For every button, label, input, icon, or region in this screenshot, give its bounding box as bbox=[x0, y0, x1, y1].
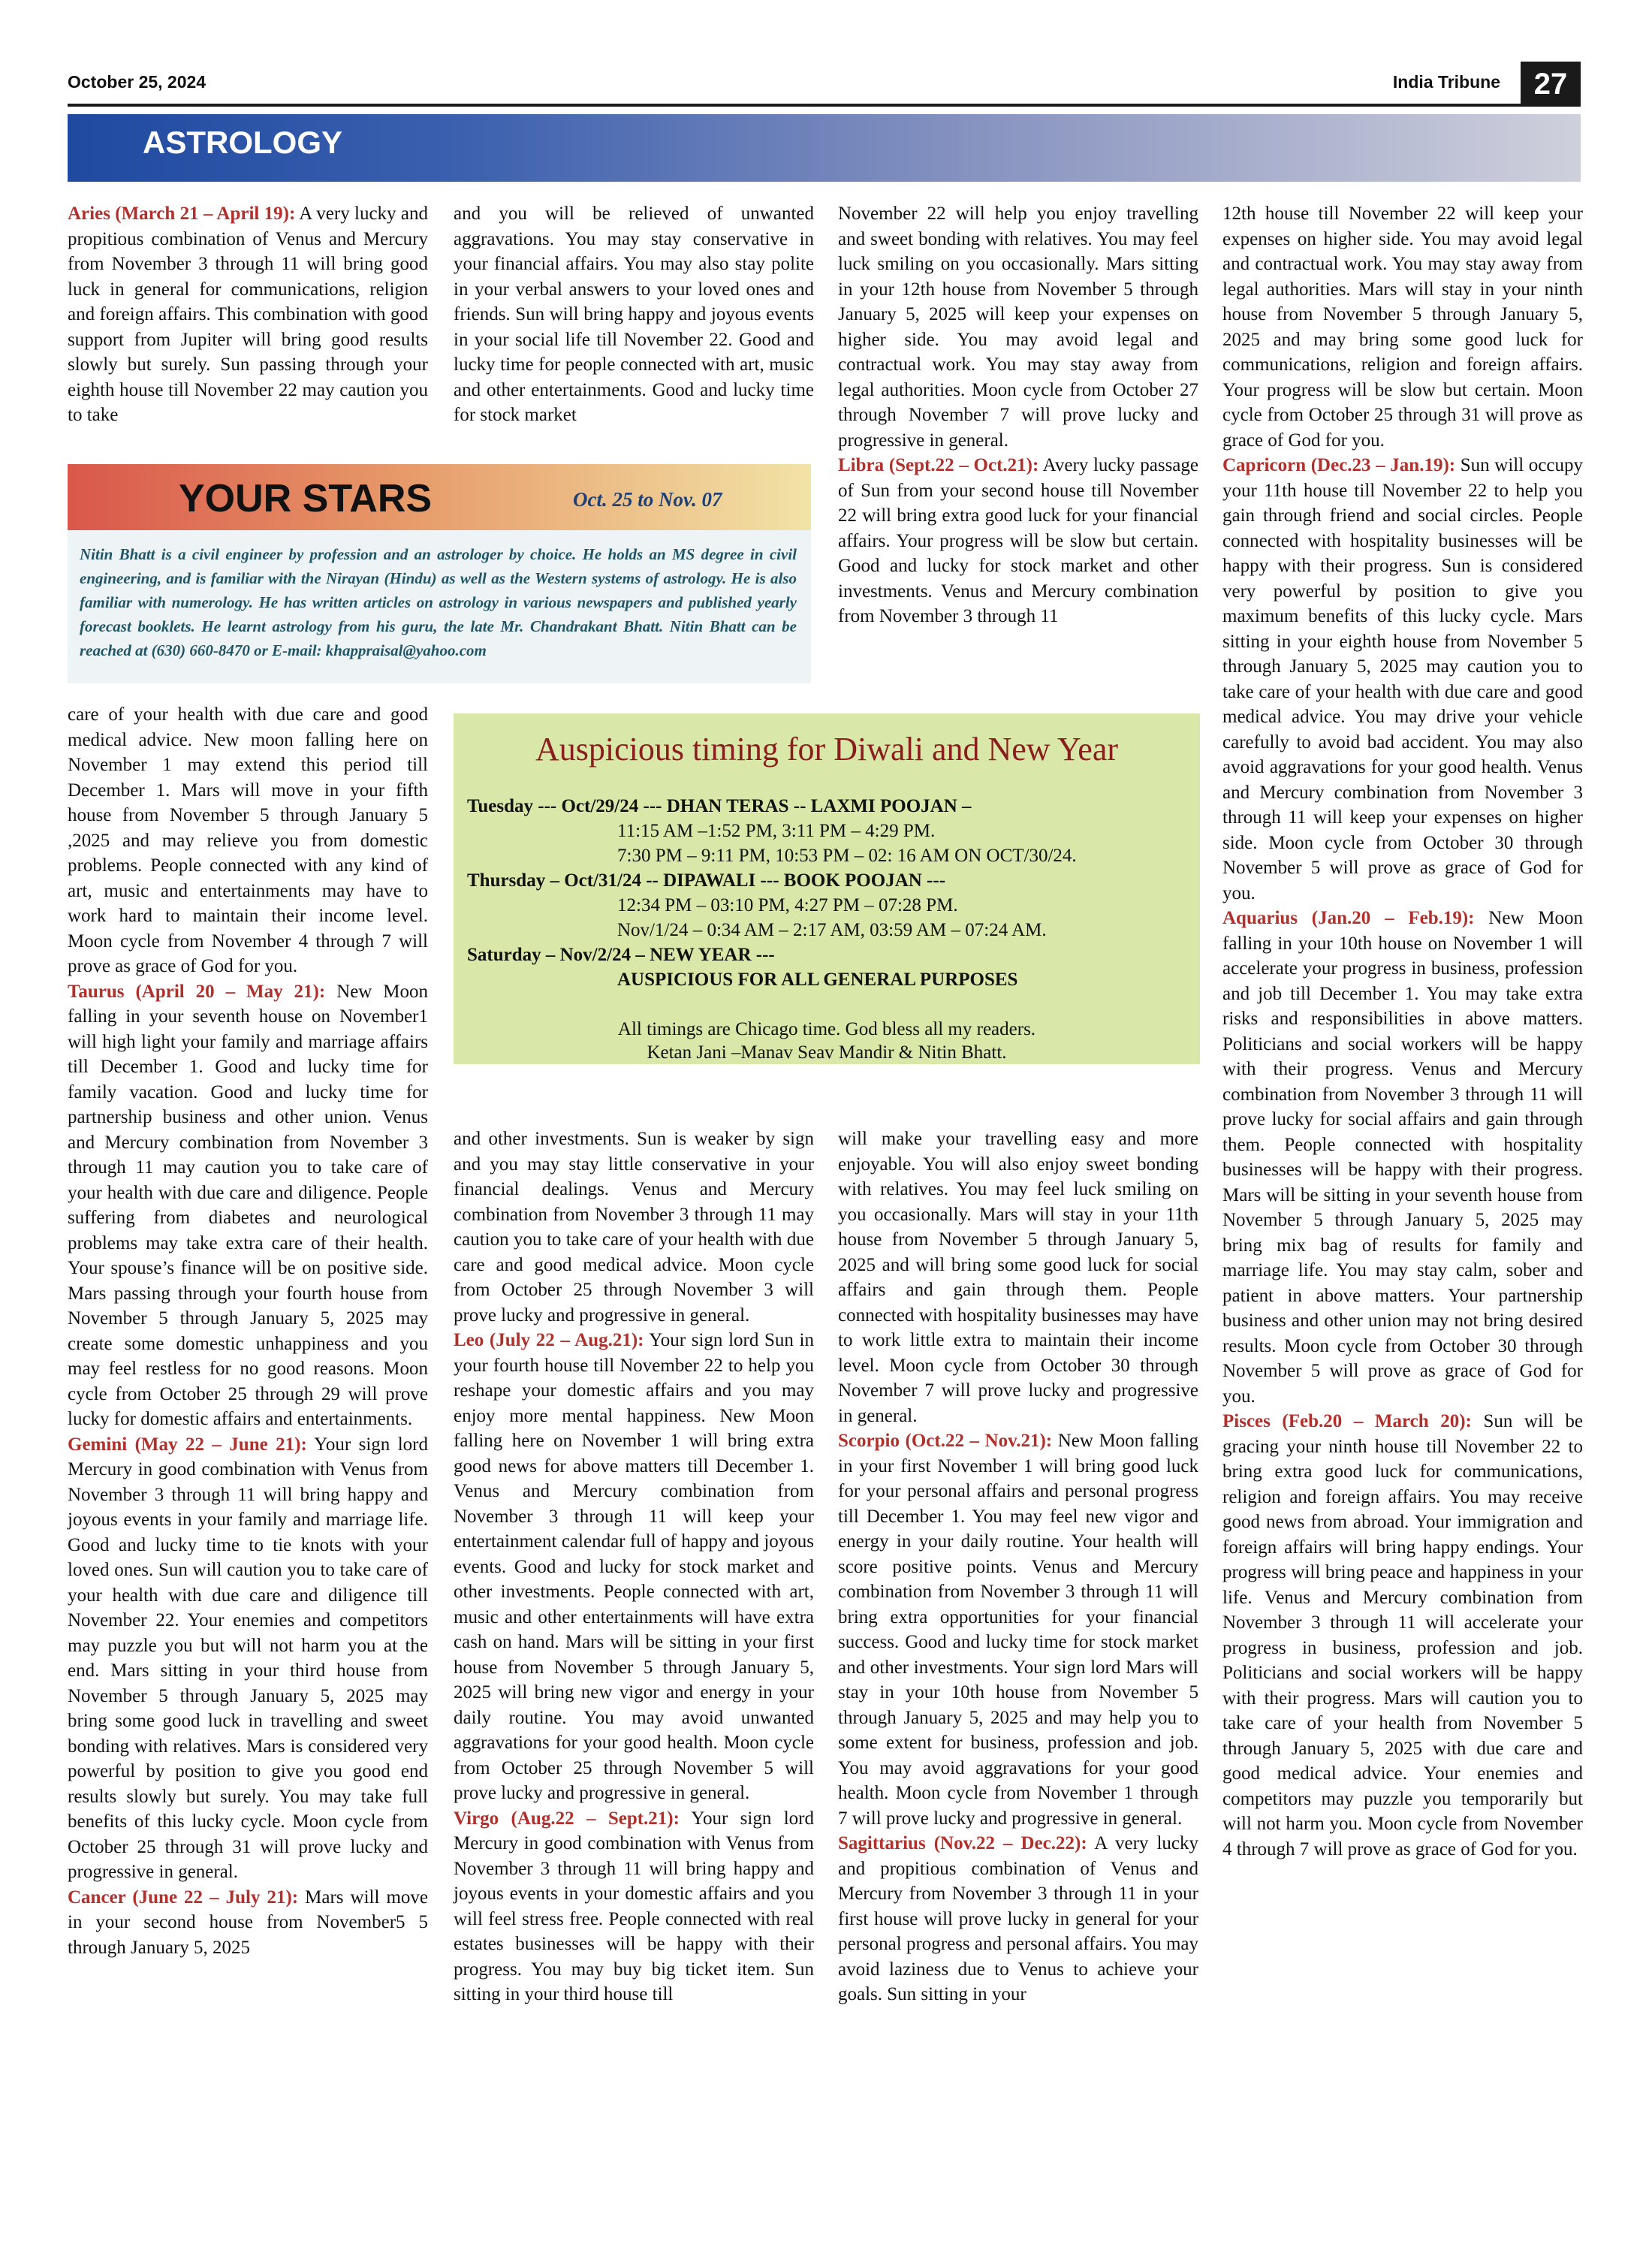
saturday-heading: Saturday – Nov/2/24 – NEW YEAR --- bbox=[467, 945, 775, 965]
aquarius-heading: Aquarius (Jan.20 – Feb.19): bbox=[1222, 908, 1475, 928]
diwali-timings-box bbox=[454, 713, 1200, 1064]
column-4 bbox=[1222, 201, 1583, 1862]
header-rule bbox=[68, 104, 1521, 107]
page-number: 27 bbox=[1521, 62, 1581, 107]
taurus-heading: Taurus (April 20 – May 21): bbox=[68, 981, 326, 1002]
aries-heading: Aries (March 21 – April 19): bbox=[68, 204, 296, 224]
column-1-top bbox=[68, 201, 428, 428]
aquarius-text: New Moon falling in your 10th house on November 1 will accelerate your progress in business, profession and job till December 1. You may take extra risks and responsibilities in above matters. Politicians and social workers will be happy with their progress. Venus and Mercury combination from November 3 through 11 will prove lucky for social affairs and gain through them. People connected with hospitality businesses will be happy with their progress. Mars will be sitting in your seventh house from November 5 through January 5, 2025 may bring mix bag of results for family and marriage life. You may stay calm, sober and patient in above matters. Your partnership business and other union may not bring desired results. Moon cycle from October 30 through November 5 will prove as grace of God for you. bbox=[1222, 908, 1583, 1407]
pisces-heading: Pisces (Feb.20 – March 20): bbox=[1222, 1411, 1472, 1431]
thursday-time-2: Nov/1/24 – 0:34 AM – 2:17 AM, 03:59 AM – 07:24 AM. bbox=[617, 920, 1047, 940]
author-bio: Nitin Bhatt is a civil engineer by profession and an astrologer by choice. He holds an MS degree in civil engineering, and is familiar with the Nirayan (Hindu) as well as the Western systems of astrology. He is also familiar with numerology. He has written articles on astrology in various newspapers and published yearly forecast booklets. He learnt astrology from his guru, the late Mr. Chandrakant Bhatt. Nitin Bhatt can be reached at (630) 660-8470 or E-mail: khappraisal@yahoo.com bbox=[80, 545, 797, 659]
sagittarius-text-continued: 12th house till November 22 will keep your expenses on higher side. You may avoid legal and contractual work. You may stay away from legal authorities. Mars will stay in your ninth house from November 5 through January 5, 2025 and may bring some good luck for communications, religion and foreign affairs. Your progress will be slow but certain. Moon cycle from October 25 through 31 will prove as grace of God for you. bbox=[1222, 204, 1583, 451]
tuesday-heading: Tuesday --- Oct/29/24 --- DHAN TERAS -- LAXMI POOJAN – bbox=[467, 796, 972, 816]
leo-heading: Leo (July 22 – Aug.21): bbox=[454, 1330, 644, 1350]
your-stars-bar bbox=[68, 464, 811, 530]
section-banner bbox=[68, 114, 1581, 182]
scorpio-text: New Moon falling in your first November 1 will bring good luck for your personal affairs and personal progress till December 1. You may feel new vigor and energy in your daily routine. Your health will score positive points. Venus and Mercury combination from November 3 through 11 will bring extra opportunities for your financial success. Good and lucky time for stock market and other investments. Your sign lord Mars will stay in your 10th house from November 5 through January 5, 2025 and may help you to some extent for business, profession and job. You may avoid aggravations for your good health. Moon cycle from November 1 through 7 will prove lucky and progressive in general. bbox=[838, 1431, 1198, 1829]
tuesday-time-1: 11:15 AM –1:52 PM, 3:11 PM – 4:29 PM. bbox=[617, 821, 936, 841]
libra-heading: Libra (Sept.22 – Oct.21): bbox=[838, 455, 1039, 475]
virgo-text: Your sign lord Mercury in good combination with Venus from November 3 through 11 will bring happy and joyous events in your domestic affairs and you will feel stress free. People connected with real estates businesses will be happy with their progress. You may buy big ticket item. Sun sitting in your third house till bbox=[454, 1808, 814, 2004]
your-stars-box bbox=[68, 464, 811, 683]
aries-text: A very lucky and propitious combination of Venus and Mercury from November 3 through 11 will bring good luck in general for communications, religion and foreign affairs. This combination with good support from Jupiter will bring good results slowly but surely. Sun passing through your eighth house till November 22 may caution you to take bbox=[68, 204, 428, 425]
cancer-text: Mars will move in your second house from November5 5 through January 5, 2025 bbox=[68, 1887, 428, 1958]
column-2-top bbox=[454, 201, 814, 428]
cancer-text-continued-2: and other investments. Sun is weaker by sign and you may stay little conservative in your financial dealings. Venus and Mercury combination from November 3 through 11 may caution you to take care of your health with due care and good medical advice. Moon cycle from October 25 through November 3 will prove lucky and progressive in general. bbox=[454, 1129, 814, 1326]
section-title: ASTROLOGY bbox=[143, 125, 343, 160]
saturday-note: AUSPICIOUS FOR ALL GENERAL PURPOSES bbox=[617, 970, 1018, 990]
libra-text-continued: will make your travelling easy and more enjoyable. You will also enjoy sweet bonding with relatives. You may feel luck smiling on you occasionally. Mars will stay in your 11th house from November 5 through January 5, 2025 and will bring some good luck for social affairs and gain through them. People connected with hospitality businesses may have to work little extra to maintain their income level. Moon cycle from October 30 through November 7 will prove lucky and progressive in general. bbox=[838, 1129, 1198, 1426]
taurus-text: New Moon falling in your seventh house on November1 will high light your family and marriage affairs till December 1. Good and lucky time for family vacation. Good and lucky time for partnership business and other union. Venus and Mercury combination from November 3 through 11 may caution you to take care of your health with due care and diligence. People suffering from diabetes and neurological problems may take extra care of their health. Your spouse’s finance will be on positive side. Mars passing through your fourth house from November 5 through January 5, 2025 may create some domestic unhappiness and you may feel restless for no good reasons. Moon cycle from October 25 through 29 will prove lucky for domestic affairs and entertainments. bbox=[68, 981, 429, 1429]
pisces-text: Sun will be gracing your ninth house till November 22 to bring extra good luck for communications, religion and foreign affairs. You may receive good news from abroad. Your immigration and foreign affairs will bring happy endings. Your progress will bring peace and happiness in your life. Venus and Mercury combination from November 3 through 11 will accelerate your progress in business, profession and job. Politicians and social workers will be happy with their progress. Mars will caution you to take care of your health from November 5 through January 5, 2025 with due care and good medical advice. Your enemies and competitors may puzzle you temporarily but will not harm you. Moon cycle from November 4 through 7 will prove as grace of God for you. bbox=[1222, 1411, 1583, 1859]
virgo-text-continued: November 22 will help you enjoy travelling and sweet bonding with relatives. You may feel luck smiling on you occasionally. Mars sitting in your 12th house from November 5 through January 5, 2025 will keep your expenses on higher side. You may avoid legal and contractual work. You may stay away from legal authorities. Moon cycle from October 27 through November 7 will prove lucky and progressive in general. bbox=[838, 204, 1198, 451]
gemini-heading: Gemini (May 22 – June 21): bbox=[68, 1434, 307, 1455]
issue-date: October 25, 2024 bbox=[68, 72, 206, 92]
sagittarius-heading: Sagittarius (Nov.22 – Dec.22): bbox=[838, 1833, 1087, 1853]
capricorn-heading: Capricorn (Dec.23 – Jan.19): bbox=[1222, 455, 1456, 475]
column-3-top bbox=[838, 201, 1198, 629]
column-1-bottom bbox=[68, 702, 428, 1960]
diwali-title: Auspicious timing for Diwali and New Year bbox=[535, 731, 1118, 768]
scorpio-heading: Scorpio (Oct.22 – Nov.21): bbox=[838, 1431, 1053, 1451]
aries-text-continued: care of your health with due care and good medical advice. New moon falling here on November 1 may extend this period till December 1. Mars will move in your fifth house from November 5 through January 5 ,2025 and may relieve you from domestic problems. People connected with any kind of art, music and entertainments may have to work hard to maintain their income level. Moon cycle from November 4 through 7 will prove as grace of God for you. bbox=[68, 704, 428, 976]
gemini-text: Your sign lord Mercury in good combination with Venus from November 3 through 11 will bring happy and joyous events in your family and marriage life. Good and lucky time to tie knots with your loved ones. Sun will caution you to take care of your health with due care and diligence till November 22. Your enemies and competitors may puzzle you but will not harm you at the end. Mars sitting in your third house from November 5 through January 5, 2025 may bring some good luck in travelling and sweet bonding with relatives. Mars is considered very powerful by position to give you good end results slowly but surely. You may take full benefits of this lucky cycle. Moon cycle from October 25 through 31 will prove lucky and progressive in general. bbox=[68, 1434, 428, 1882]
publication-name: India Tribune bbox=[1392, 72, 1500, 92]
libra-text: Avery lucky passage of Sun from your second house till November 22 will bring extra good luck for your financial affairs. Your progress will be slow but certain. Good and lucky for stock market and other investments. Venus and Mercury combination from November 3 through 11 bbox=[838, 455, 1198, 626]
sagittarius-text: A very lucky and propitious combination of Venus and Mercury from November 3 through 11 in your first house will prove lucky in general for your personal progress and personal affairs. You may avoid laziness due to Venus to achieve your goals. Sun sitting in your bbox=[838, 1833, 1198, 2004]
diwali-footer-2: Ketan Jani –Manav Seav Mandir & Nitin Bhatt. bbox=[647, 1042, 1007, 1063]
capricorn-text: Sun will occupy your 11th house till November 22 to help you gain through friend and social circles. People connected with hospitality businesses will be happy with their progress. Sun is considered very powerful by position to give you maximum benefits of this lucky cycle. Mars sitting in your eighth house from November 5 through January 5, 2025 may caution you to take care of your health with due care and good medical advice. You may drive your vehicle carefully to avoid bad accident. You may also avoid aggravations for your good health. Venus and Mercury combination from November 3 through 11 will keep your expenses on higher side. Moon cycle from October 30 through November 5 will prove as grace of God for you. bbox=[1222, 455, 1583, 903]
thursday-time-1: 12:34 PM – 03:10 PM, 4:27 PM – 07:28 PM. bbox=[617, 895, 958, 915]
virgo-heading: Virgo (Aug.22 – Sept.21): bbox=[454, 1808, 680, 1829]
your-stars-dates: Oct. 25 to Nov. 07 bbox=[573, 488, 722, 511]
thursday-heading: Thursday – Oct/31/24 -- DIPAWALI --- BOOK POOJAN --- bbox=[467, 870, 946, 891]
tuesday-time-2: 7:30 PM – 9:11 PM, 10:53 PM – 02: 16 AM ON OCT/30/24. bbox=[617, 846, 1077, 866]
column-2-bottom bbox=[454, 1126, 814, 2007]
your-stars-title: YOUR STARS bbox=[179, 477, 433, 520]
cancer-text-continued: and you will be relieved of unwanted aggravations. You may stay conservative in your financial affairs. You may also stay polite in your verbal answers to your loved ones and friends. Sun will bring happy and joyous events in your social life till November 22. Good and lucky time for people connected with art, music and other entertainments. Good and lucky time for stock market bbox=[454, 204, 814, 425]
column-3-bottom bbox=[838, 1126, 1198, 2007]
diwali-footer-1: All timings are Chicago time. God bless all my readers. bbox=[617, 1019, 1036, 1039]
leo-text: Your sign lord Sun in your fourth house till November 22 to help you reshape your domestic affairs and you may enjoy more mental happiness. New Moon falling here on November 1 will bring extra good news for above matters till December 1. Venus and Mercury combination from November 3 through 11 will keep your entertainment calendar full of happy and joyous events. Good and lucky for stock market and other investments. People connected with art, music and other entertainments will have extra cash on hand. Mars will be sitting in your first house from November 5 through January 5, 2025 will bring new vigor and energy in your daily routine. You may avoid unwanted aggravations for your good health. Moon cycle from October 25 through November 5 will prove lucky and progressive in general. bbox=[454, 1330, 814, 1803]
cancer-heading: Cancer (June 22 – July 21): bbox=[68, 1887, 299, 1908]
